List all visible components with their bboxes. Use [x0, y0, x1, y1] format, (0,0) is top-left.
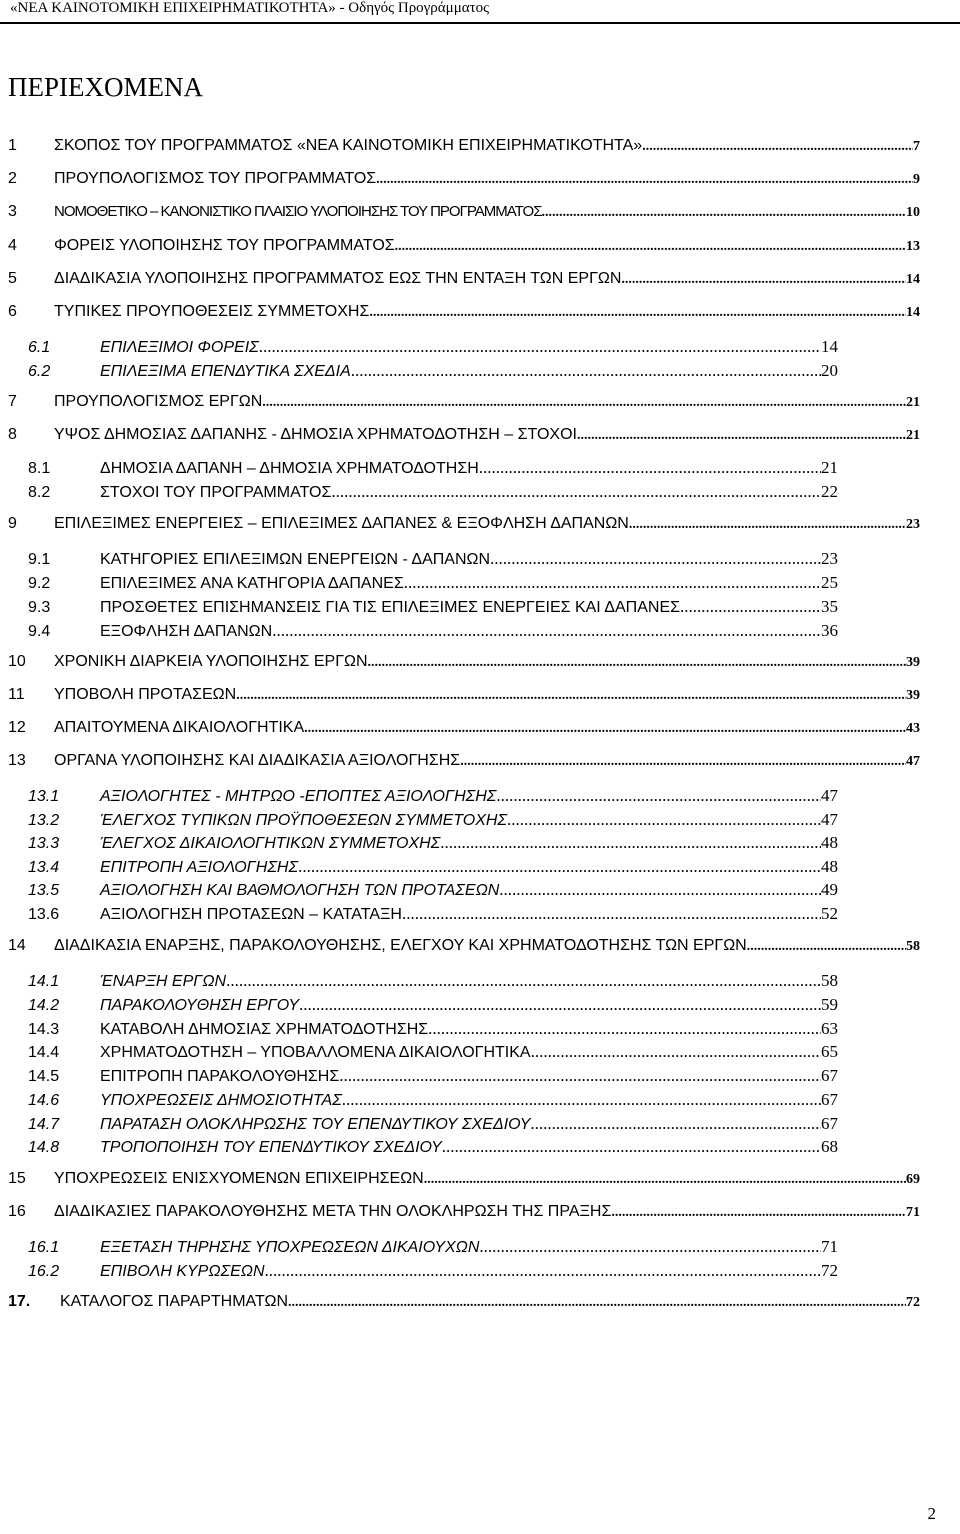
toc-entry-label: ΠΡΟΥΠΟΛΟΓΙΣΜΟΣ ΤΟΥ ΠΡΟΓΡΑΜΜΑΤΟΣ	[54, 170, 377, 187]
toc-entry-page: 14	[821, 337, 838, 356]
toc-entry[interactable]	[8, 752, 920, 770]
toc-entry-number: 14.3	[28, 1021, 60, 1038]
toc-entry[interactable]	[8, 237, 920, 255]
dot-leader	[680, 597, 821, 617]
toc-entry-label: ΑΞΙΟΛΟΓΗΣΗ ΠΡΟΤΑΣΕΩΝ – ΚΑΤΑΤΑΞΗ	[100, 906, 402, 923]
toc-entry-page: 14	[906, 272, 920, 287]
dot-leader	[621, 272, 906, 288]
dot-leader	[629, 517, 906, 533]
dot-leader	[577, 428, 906, 444]
toc-entry[interactable]	[8, 719, 920, 737]
toc-entry-number: 14.4	[28, 1044, 60, 1061]
dot-leader	[440, 833, 821, 853]
toc-entry-label: ΕΠΙΤΡΟΠΗ ΠΑΡΑΚΟΛΟΥΘΗΣΗΣ	[100, 1068, 340, 1085]
toc-entry-label: ΔΗΜΟΣΙΑ ΔΑΠΑΝΗ – ΔΗΜΟΣΙΑ ΧΡΗΜΑΤΟΔΟΤΗΣΗ	[100, 460, 479, 477]
toc-entry-page: 7	[913, 139, 920, 154]
toc-entry-page: 72	[821, 1261, 838, 1280]
toc-entry-label: ΕΠΙΛΕΞΙΜΕΣ ΑΝΑ ΚΑΤΗΓΟΡΙΑ ΔΑΠΑΝΕΣ	[100, 575, 404, 592]
toc-entry[interactable]	[28, 361, 838, 381]
toc-entry-page: 63	[821, 1019, 838, 1038]
dot-leader	[402, 904, 821, 924]
toc-entry-label: ΕΠΙΛΕΞΙΜΟΙ ΦΟΡΕΙΣ	[100, 339, 259, 356]
toc-entry-label: ΕΠΙΛΕΞΙΜΕΣ ΕΝΕΡΓΕΙΕΣ – ΕΠΙΛΕΞΙΜΕΣ ΔΑΠΑΝΕΣ & ΕΞΟΦΛΗΣΗ ΔΑΠΑΝΩΝ	[54, 515, 629, 532]
toc-entry-label: ΚΑΤΗΓΟΡΙΕΣ ΕΠΙΛΕΞΙΜΩΝ ΕΝΕΡΓΕΙΩΝ - ΔΑΠΑΝΩΝ	[100, 551, 491, 568]
dot-leader	[442, 1137, 821, 1157]
toc-entry-number: 8.1	[28, 460, 51, 477]
toc-entry[interactable]	[28, 1019, 838, 1039]
toc-entry[interactable]	[8, 937, 920, 955]
dot-leader	[479, 458, 821, 478]
toc-entry-number: 11	[8, 686, 25, 703]
dot-leader	[262, 395, 906, 411]
toc-entry-number: 13.5	[28, 882, 60, 899]
toc-entry-number: 13.2	[28, 812, 60, 829]
toc-entry-page: 47	[906, 754, 920, 769]
toc-entry-number: 17.	[8, 1293, 31, 1310]
toc-entry-number: 14	[8, 937, 26, 954]
toc-entry-label: ΠΡΟΣΘΕΤΕΣ ΕΠΙΣΗΜΑΝΣΕΙΣ ΓΙΑ ΤΙΣ ΕΠΙΛΕΞΙΜΕΣ ΕΝΕΡΓΕΙΕΣ ΚΑΙ ΔΑΠΑΝΕΣ	[100, 599, 681, 616]
toc-entry-label: ΠΑΡΑΤΑΣΗ ΟΛΟΚΛΗΡΩΣΗΣ ΤΟΥ ΕΠΕΝΔΥΤΙΚΟΥ ΣΧΕΔΙΟΥ	[100, 1116, 531, 1133]
toc-entry[interactable]	[28, 1261, 838, 1281]
dot-leader	[272, 621, 821, 641]
toc-entry-number: 16.1	[28, 1239, 60, 1256]
toc-entry-number: 9.4	[28, 623, 51, 640]
toc-entry[interactable]	[28, 1137, 838, 1157]
toc-entry-label: ΤΡΟΠΟΠΟΙΗΣΗ ΤΟΥ ΕΠΕΝΔΥΤΙΚΟΥ ΣΧΕΔΙΟΥ	[100, 1139, 442, 1156]
toc-entry-label: ΕΞΕΤΑΣΗ ΤΗΡΗΣΗΣ ΥΠΟΧΡΕΩΣΕΩΝ ΔΙΚΑΙΟΥΧΩΝ	[100, 1239, 480, 1256]
toc-entry-label: ΔΙΑΔΙΚΑΣΙΕΣ ΠΑΡΑΚΟΛΟΥΘΗΣΗΣ ΜΕΤΑ ΤΗΝ ΟΛΟΚΛΗΡΩΣΗ ΤΗΣ ΠΡΑΞΗΣ	[54, 1203, 612, 1220]
toc-entry[interactable]	[28, 833, 838, 853]
toc-entry[interactable]	[28, 1114, 838, 1134]
toc-entry[interactable]	[28, 857, 838, 877]
toc-entry-page: 47	[821, 786, 838, 805]
toc-entry-label: ΈΛΕΓΧΟΣ ΔΙΚΑΙΟΛΟΓΗΤΙΚΩΝ ΣΥΜΜΕΤΟΧΗΣ	[100, 835, 441, 852]
toc-entry-page: 36	[821, 621, 838, 640]
toc-entry-label: ΠΡΟΥΠΟΛΟΓΙΣΜΟΣ ΕΡΓΩΝ	[54, 393, 263, 410]
toc-entry[interactable]	[8, 1293, 920, 1311]
toc-entry-page: 52	[821, 904, 838, 923]
toc-entry-number: 14.1	[28, 973, 60, 990]
toc-entry-label: ΕΠΙΛΕΞΙΜΑ ΕΠΕΝΔΥΤΙΚΑ ΣΧΕΔΙΑ	[100, 363, 351, 380]
dot-leader	[342, 1090, 821, 1110]
dot-leader	[424, 1172, 906, 1188]
toc-entry[interactable]	[28, 786, 838, 806]
toc-entry-page: 21	[821, 458, 838, 477]
toc-entry-page: 58	[821, 971, 838, 990]
toc-entry-label: ΦΟΡΕΙΣ ΥΛΟΠΟΙΗΣΗΣ ΤΟΥ ΠΡΟΓΡΑΜΜΑΤΟΣ	[54, 237, 395, 254]
toc-entry-number: 3	[8, 203, 17, 220]
toc-entry-label: ΚΑΤΑΛΟΓΟΣ ΠΑΡΑΡΤΗΜΑΤΩΝ	[60, 1293, 288, 1310]
toc-entry-number: 14.6	[28, 1092, 60, 1109]
toc-entry-page: 72	[906, 1295, 920, 1310]
toc-entry-label: ΕΞΟΦΛΗΣΗ ΔΑΠΑΝΩΝ	[100, 623, 273, 640]
dot-leader	[642, 139, 913, 155]
toc-entry-label: ΑΠΑΙΤΟΥΜΕΝΑ ΔΙΚΑΙΟΛΟΓΗΤΙΚΑ	[54, 719, 305, 736]
toc-entry-page: 39	[906, 688, 920, 703]
toc-entry[interactable]	[28, 597, 838, 617]
toc-entry-page: 69	[906, 1172, 920, 1187]
toc-entry-number: 2	[8, 170, 17, 187]
toc-entry-page: 47	[821, 810, 838, 829]
dot-leader	[351, 361, 821, 381]
dot-leader	[531, 1042, 821, 1062]
toc-entry-label: ΥΠΟΧΡΕΩΣΕΙΣ ΔΗΜΟΣΙΟΤΗΤΑΣ	[100, 1092, 342, 1109]
toc-entry-page: 48	[821, 857, 838, 876]
toc-entry-label: ΠΑΡΑΚΟΛΟΥΘΗΣΗ ΕΡΓΟΥ	[100, 997, 299, 1014]
toc-entry-label: ΑΞΙΟΛΟΓΗΤΕΣ - ΜΗΤΡΩΟ -ΕΠΟΠΤΕΣ ΑΞΙΟΛΟΓΗΣΗΣ	[100, 788, 497, 805]
toc-entry-label: ΟΡΓΑΝΑ ΥΛΟΠΟΙΗΣΗΣ ΚΑΙ ΔΙΑΔΙΚΑΣΙΑ ΑΞΙΟΛΟΓΗΣΗΣ	[54, 752, 461, 769]
dot-leader	[499, 880, 821, 900]
toc-entry-page: 13	[906, 239, 920, 254]
toc-entry-number: 14.5	[28, 1068, 60, 1085]
dot-leader	[507, 810, 821, 830]
toc-entry-label: ΧΡΟΝΙΚΗ ΔΙΑΡΚΕΙΑ ΥΛΟΠΟΙΗΣΗΣ ΕΡΓΩΝ	[54, 653, 368, 670]
dot-leader	[611, 1205, 906, 1221]
toc-entry[interactable]	[8, 515, 920, 533]
toc-entry[interactable]	[8, 137, 920, 155]
toc-entry-number: 1	[8, 137, 17, 154]
dot-leader	[226, 971, 821, 991]
toc-entry[interactable]	[28, 880, 838, 900]
toc-entry-page: 22	[821, 482, 838, 501]
toc-entry-page: 35	[821, 597, 838, 616]
toc-entry-number: 16.2	[28, 1263, 60, 1280]
toc-entry[interactable]	[28, 1090, 838, 1110]
dot-leader	[236, 688, 906, 704]
toc-entry-label: ΤΥΠΙΚΕΣ ΠΡΟΥΠΟΘΕΣΕΙΣ ΣΥΜΜΕΤΟΧΗΣ	[54, 303, 370, 320]
running-header: «ΝΕΑ ΚΑΙΝΟΤΟΜΙΚΗ ΕΠΙΧΕΙΡΗΜΑΤΙΚΟΤΗΤΑ» - Οδηγός Προγράμματος	[10, 0, 490, 16]
toc-entry-page: 71	[821, 1237, 838, 1256]
page-title: ΠΕΡΙΕΧΟΜΕΝΑ	[8, 72, 203, 102]
toc-entry-page: 25	[821, 573, 838, 592]
toc-entry-label: ΕΠΙΒΟΛΗ ΚΥΡΩΣΕΩΝ	[100, 1263, 265, 1280]
toc-entry-number: 9.2	[28, 575, 51, 592]
toc-entry-label: ΑΞΙΟΛΟΓΗΣΗ ΚΑΙ ΒΑΘΜΟΛΟΓΗΣΗ ΤΩΝ ΠΡΟΤΑΣΕΩΝ	[100, 882, 500, 899]
dot-leader	[304, 721, 906, 737]
toc-entry[interactable]	[28, 482, 838, 502]
dot-leader	[288, 1295, 906, 1311]
toc-entry-label: ΔΙΑΔΙΚΑΣΙΑ ΥΛΟΠΟΙΗΣΗΣ ΠΡΟΓΡΑΜΜΑΤΟΣ ΕΩΣ ΤΗΝ ΕΝΤΑΞΗ ΤΩΝ ΕΡΓΩΝ	[54, 270, 622, 287]
dot-leader	[747, 939, 906, 955]
toc-entry-page: 23	[821, 549, 838, 568]
dot-leader	[428, 1019, 821, 1039]
dot-leader	[331, 482, 821, 502]
toc-entry-number: 13.6	[28, 906, 60, 923]
toc-entry-number: 12	[8, 719, 26, 736]
toc-entry[interactable]	[8, 1170, 920, 1188]
dot-leader	[404, 573, 821, 593]
toc-entry[interactable]	[8, 203, 920, 221]
toc-entry-label: ΚΑΤΑΒΟΛΗ ΔΗΜΟΣΙΑΣ ΧΡΗΜΑΤΟΔΟΤΗΣΗΣ	[100, 1021, 429, 1038]
toc-entry-page: 43	[906, 721, 920, 736]
toc-entry-number: 13	[8, 752, 26, 769]
dot-leader	[376, 172, 913, 188]
toc-entry-number: 6.2	[28, 363, 51, 380]
dot-leader	[299, 995, 821, 1015]
toc-entry-label: ΧΡΗΜΑΤΟΔΟΤΗΣΗ – ΥΠΟΒΑΛΛΟΜΕΝΑ ΔΙΚΑΙΟΛΟΓΗΤΙΚΑ	[100, 1044, 531, 1061]
dot-leader	[460, 754, 906, 770]
toc-entry-number: 9.1	[28, 551, 51, 568]
toc-entry[interactable]	[28, 810, 838, 830]
toc-entry-number: 13.1	[28, 788, 60, 805]
dot-leader	[479, 1237, 821, 1257]
dot-leader	[395, 239, 906, 255]
toc-entry-label: ΔΙΑΔΙΚΑΣΙΑ ΕΝΑΡΞΗΣ, ΠΑΡΑΚΟΛΟΥΘΗΣΗΣ, ΕΛΕΓΧΟΥ ΚΑΙ ΧΡΗΜΑΤΟΔΟΤΗΣΗΣ ΤΩΝ ΕΡΓΩΝ	[54, 937, 747, 954]
toc-entry[interactable]	[28, 971, 838, 991]
toc-entry[interactable]	[8, 686, 920, 704]
toc-entry-number: 16	[8, 1203, 26, 1220]
toc-entry[interactable]	[28, 995, 838, 1015]
toc-entry[interactable]	[28, 1042, 838, 1062]
dot-leader	[368, 655, 906, 671]
toc-entry-page: 67	[821, 1090, 838, 1109]
toc-entry[interactable]	[28, 1237, 838, 1257]
toc-entry-label: ΈΛΕΓΧΟΣ ΤΥΠΙΚΩΝ ΠΡΟΫΠΟΘΕΣΕΩΝ ΣΥΜΜΕΤΟΧΗΣ	[100, 812, 508, 829]
toc-entry-number: 7	[8, 393, 17, 410]
toc-entry-number: 14.8	[28, 1139, 60, 1156]
toc-entry-page: 39	[906, 655, 920, 670]
page-number: 2	[927, 1504, 936, 1523]
toc-entry[interactable]	[28, 904, 838, 924]
toc-entry-label: ΈΝΑΡΞΗ ΕΡΓΩΝ	[100, 973, 227, 990]
toc-entry-label: ΥΠΟΒΟΛΗ ΠΡΟΤΑΣΕΩΝ	[54, 686, 237, 703]
toc-entry-number: 8.2	[28, 484, 51, 501]
toc-entry-page: 23	[906, 517, 920, 532]
toc-entry-page: 49	[821, 880, 838, 899]
toc-entry-number: 5	[8, 270, 17, 287]
toc-entry[interactable]	[28, 621, 838, 641]
toc-entry-number: 14.7	[28, 1116, 60, 1133]
toc-entry[interactable]	[8, 653, 920, 671]
toc-entry-page: 20	[821, 361, 838, 380]
dot-leader	[265, 1261, 822, 1281]
toc-entry-page: 71	[906, 1205, 920, 1220]
toc-entry[interactable]	[28, 549, 838, 569]
toc-entry-label: ΣΤΟΧΟΙ ΤΟΥ ΠΡΟΓΡΑΜΜΑΤΟΣ	[100, 484, 332, 501]
toc-entry-number: 10	[8, 653, 26, 670]
header-rule	[0, 22, 960, 24]
toc-entry-label: ΥΠΟΧΡΕΩΣΕΙΣ ΕΝΙΣΧΥΟΜΕΝΩΝ ΕΠΙΧΕΙΡΗΣΕΩΝ	[54, 1170, 424, 1187]
dot-leader	[298, 857, 821, 877]
toc-entry-number: 6.1	[28, 339, 51, 356]
toc-entry-label: ΥΨΟΣ ΔΗΜΟΣΙΑΣ ΔΑΠΑΝΗΣ - ΔΗΜΟΣΙΑ ΧΡΗΜΑΤΟΔΟΤΗΣΗ – ΣΤΟΧΟΙ	[54, 426, 577, 443]
toc-entry[interactable]	[28, 573, 838, 593]
toc-entry[interactable]	[8, 170, 920, 188]
toc-entry-page: 9	[913, 172, 920, 187]
toc-entry-page: 10	[906, 205, 920, 220]
toc-entry-page: 21	[906, 395, 920, 410]
dot-leader	[339, 1066, 821, 1086]
toc-entry-number: 8	[8, 426, 17, 443]
toc-entry-page: 68	[821, 1137, 838, 1156]
toc-entry-label: ΕΠΙΤΡΟΠΗ ΑΞΙΟΛΟΓΗΣΗΣ	[100, 859, 299, 876]
dot-leader	[490, 549, 821, 569]
toc-entry-page: 58	[906, 939, 920, 954]
toc-entry[interactable]	[28, 1066, 838, 1086]
dot-leader	[496, 786, 821, 806]
toc-entry-page: 48	[821, 833, 838, 852]
dot-leader	[530, 1114, 821, 1134]
dot-leader	[259, 337, 821, 357]
toc-entry-page: 21	[906, 428, 920, 443]
toc-entry-number: 9.3	[28, 599, 51, 616]
toc-entry[interactable]	[8, 393, 920, 411]
toc-entry[interactable]	[28, 458, 838, 478]
toc-entry-page: 59	[821, 995, 838, 1014]
toc-entry-page: 65	[821, 1042, 838, 1061]
toc-entry-page: 67	[821, 1066, 838, 1085]
toc-entry[interactable]	[8, 1203, 920, 1221]
toc-entry-number: 15	[8, 1170, 26, 1187]
toc-entry-number: 13.3	[28, 835, 60, 852]
toc-entry-number: 14.2	[28, 997, 60, 1014]
toc-entry-number: 13.4	[28, 859, 60, 876]
toc-entry[interactable]	[28, 337, 838, 357]
toc-entry[interactable]	[8, 426, 920, 444]
toc-entry-label: ΝΟΜΟΘΕΤΙΚΟ – ΚΑΝΟΝΙΣΤΙΚΟ ΠΛΑΙΣΙΟ ΥΛΟΠΟΙΗΣΗΣ ΤΟΥ ΠΡΟΓΡΑΜΜΑΤΟΣ	[54, 203, 542, 220]
toc-entry-label: ΣΚΟΠΟΣ ΤΟΥ ΠΡΟΓΡΑΜΜΑΤΟΣ «ΝΕΑ ΚΑΙΝΟΤΟΜΙΚΗ ΕΠΙΧΕΙΡΗΜΑΤΙΚΟΤΗΤΑ»	[54, 137, 643, 154]
dot-leader	[369, 305, 906, 321]
toc-entry[interactable]	[8, 303, 920, 321]
toc-entry-number: 6	[8, 303, 17, 320]
toc-entry-page: 14	[906, 305, 920, 320]
toc-entry[interactable]	[8, 270, 920, 288]
dot-leader	[541, 205, 906, 221]
toc-entry-number: 9	[8, 515, 17, 532]
toc-entry-page: 67	[821, 1114, 838, 1133]
toc-entry-number: 4	[8, 237, 17, 254]
